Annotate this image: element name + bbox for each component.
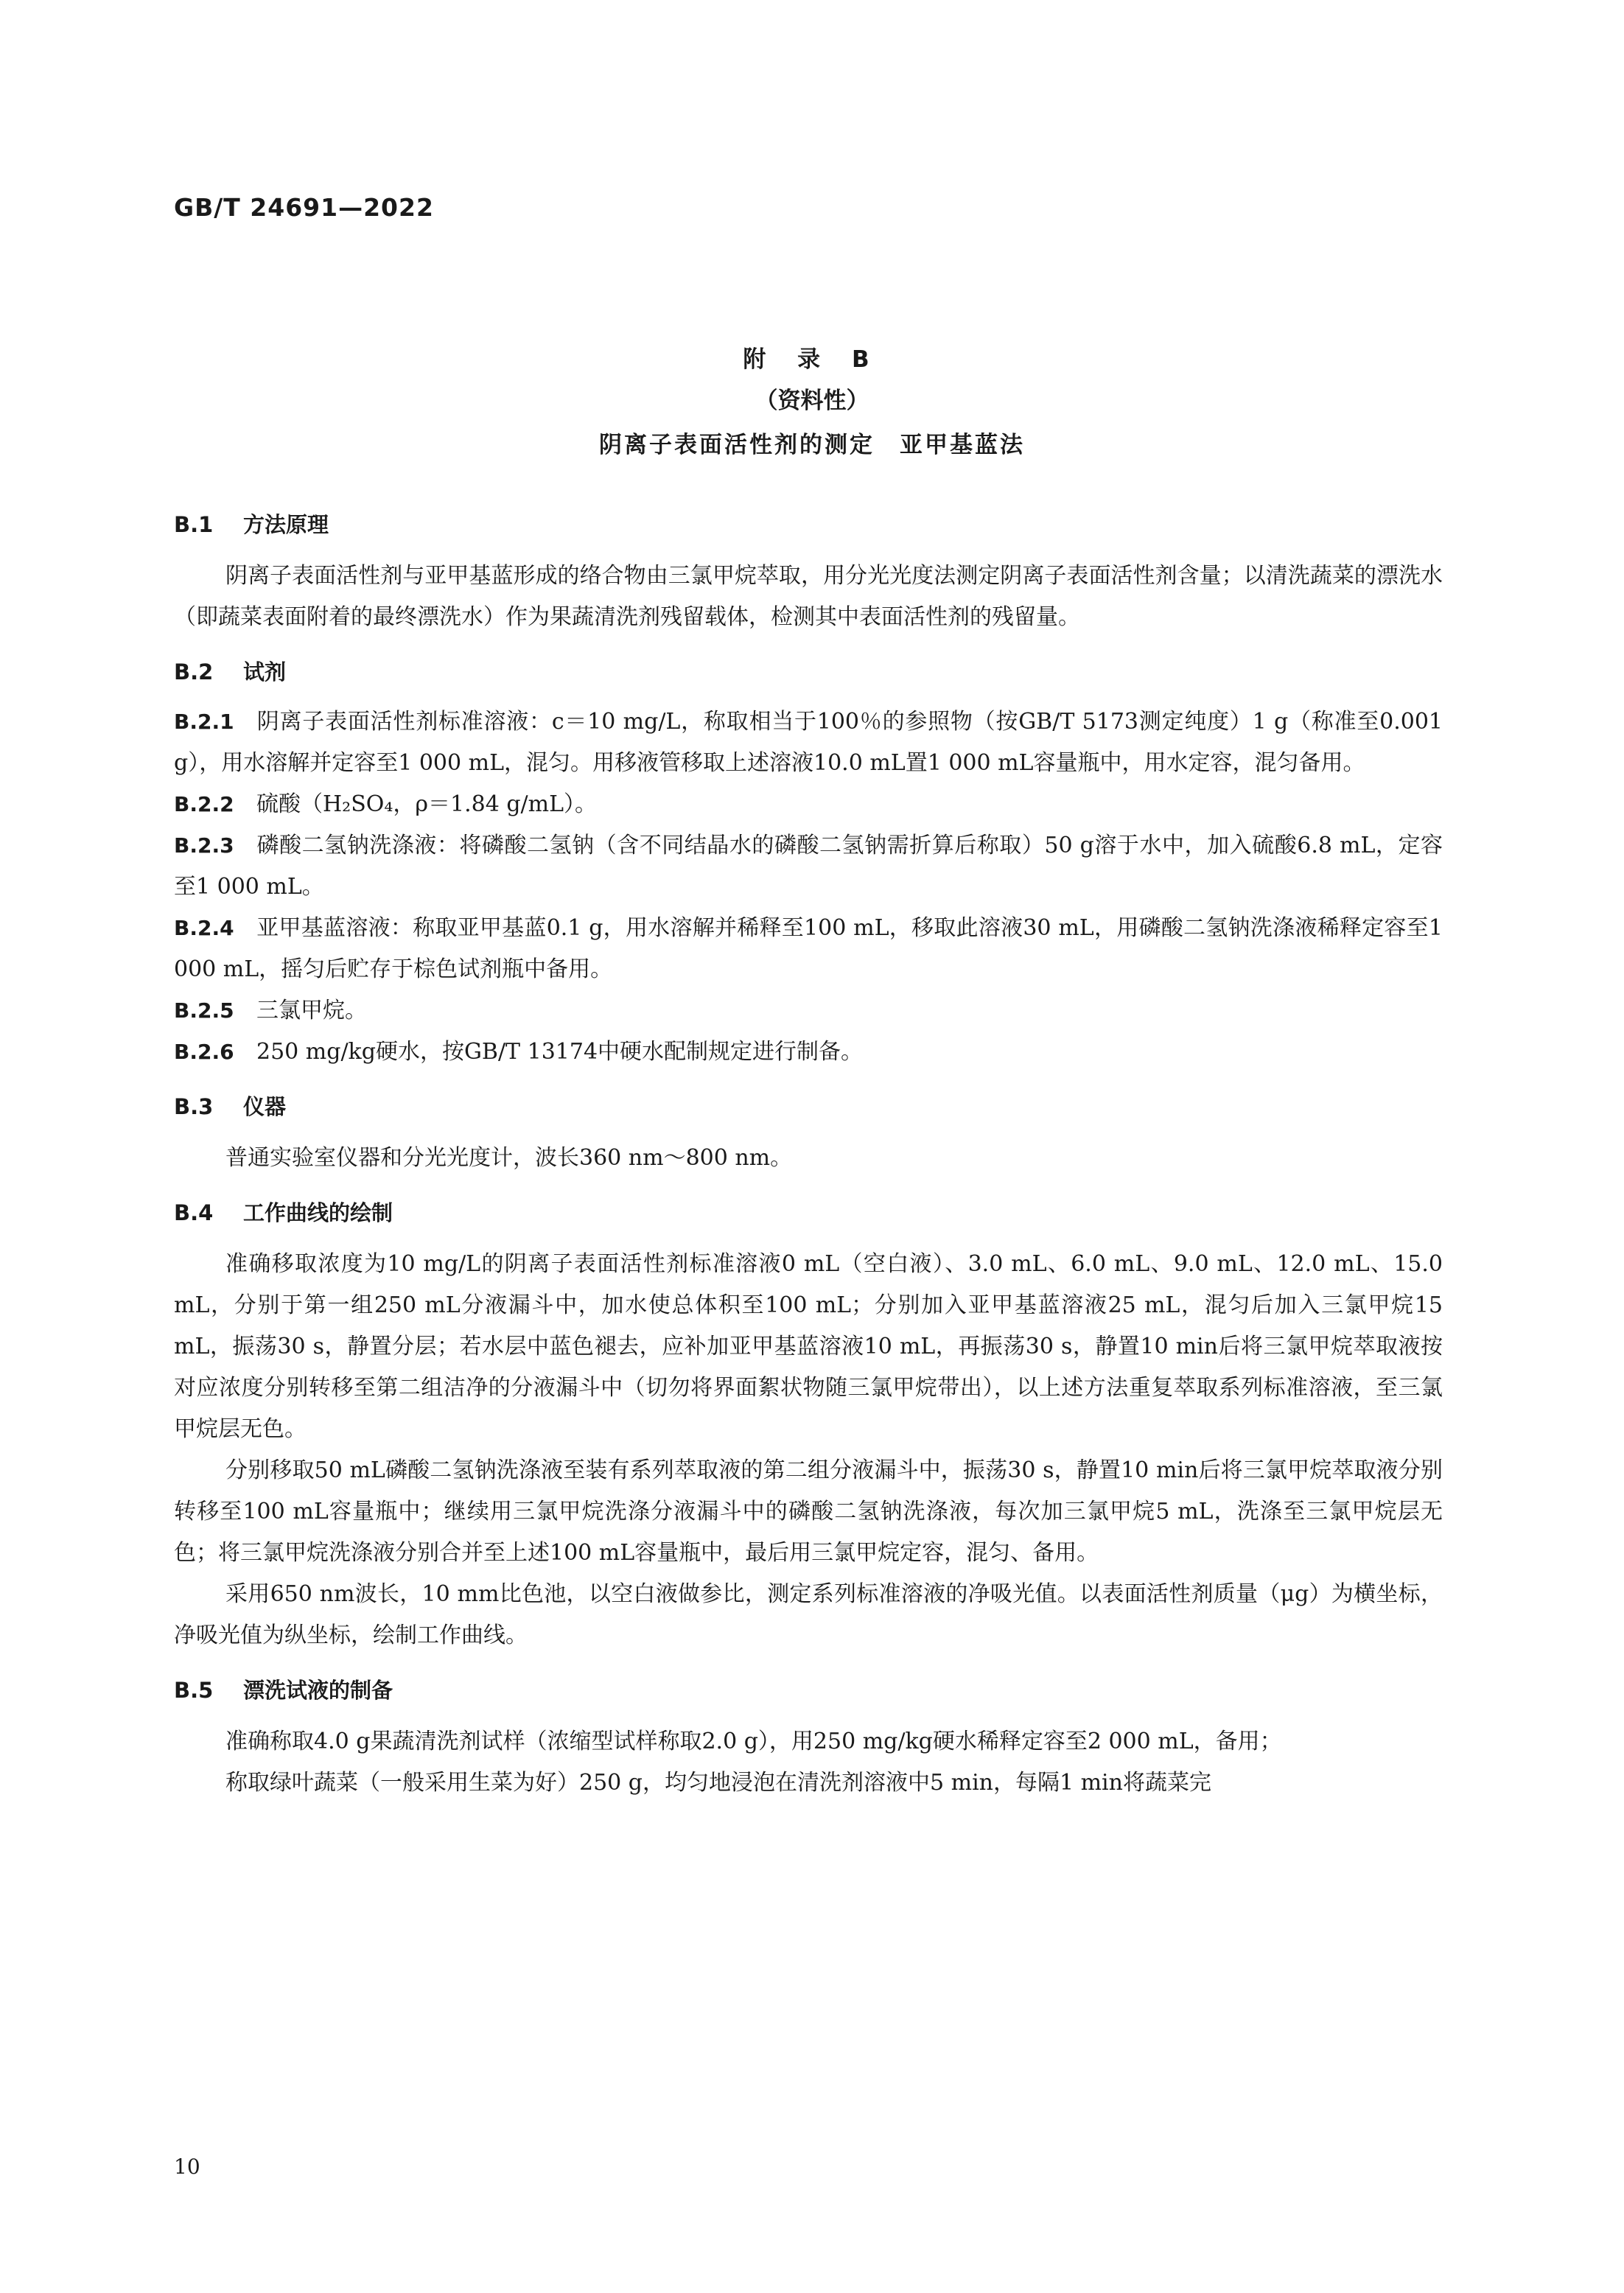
item-text: 磷酸二氢钠洗涤液：将磷酸二氢钠（含不同结晶水的磷酸二氢钠需折算后称取）50 g溶于水中，加入硫酸6.8 mL，定容至1 000 mL。 xyxy=(174,833,1443,900)
annex-title: 阴离子表面活性剂的测定 亚甲基蓝法 xyxy=(599,432,1025,458)
paragraph: 采用650 nm波长，10 mm比色池，以空白液做参比，测定系列标准溶液的净吸光值。以表面活性剂质量（μg）为横坐标，净吸光值为纵坐标，绘制工作曲线。 xyxy=(174,1581,1443,1648)
item-text: 硫酸（H₂SO₄，ρ＝1.84 g/mL）。 xyxy=(256,791,598,817)
item-number: B.2.3 xyxy=(174,833,234,858)
section-number: B.4 xyxy=(174,1200,214,1225)
section-title: 仪器 xyxy=(243,1094,287,1119)
item-text: 250 mg/kg硬水，按GB/T 13174中硬水配制规定进行制备。 xyxy=(256,1039,864,1065)
page-number: 10 xyxy=(174,2154,200,2179)
item-number: B.2.4 xyxy=(174,916,234,940)
paragraph: 称取绿叶蔬菜（一般采用生菜为好）250 g，均匀地浸泡在清洗剂溶液中5 min，每隔1 min将蔬菜完 xyxy=(225,1770,1211,1796)
paragraph: 普通实验室仪器和分光光度计，波长360 nm～800 nm。 xyxy=(225,1145,793,1171)
standard-code: GB/T 24691—2022 xyxy=(174,193,434,222)
item-text: 亚甲基蓝溶液：称取亚甲基蓝0.1 g，用水溶解并稀释至100 mL，移取此溶液30 mL，用磷酸二氢钠洗涤液稀释定容至1 000 mL，摇匀后贮存于棕色试剂瓶中备用。 xyxy=(174,915,1443,982)
section-title: 试剂 xyxy=(243,659,287,685)
section-number: B.1 xyxy=(174,512,214,537)
reagent-item xyxy=(174,908,1443,990)
reagent-item xyxy=(174,701,1443,784)
reagent-item xyxy=(174,784,1443,825)
item-text: 三氯甲烷。 xyxy=(256,998,367,1023)
section-heading-b1 xyxy=(174,508,1443,541)
section-heading-b2 xyxy=(174,656,1443,688)
annex-label: 附 录 B xyxy=(743,346,881,373)
item-number: B.2.6 xyxy=(174,1040,234,1064)
paragraph: 准确称取4.0 g果蔬清洗剂试样（浓缩型试样称取2.0 g），用250 mg/kg硬水稀释定容至2 000 mL，备用； xyxy=(225,1729,1282,1754)
item-text: 阴离子表面活性剂标准溶液：c＝10 mg/L，称取相当于100％的参照物（按GB/T 5173测定纯度）1 g（称准至0.001 g），用水溶解并定容至1 000 mL，混匀。用移液管移取上述溶液10.0 mL置1 000 mL容量瓶中，用水定容，混匀备用。 xyxy=(174,709,1443,776)
section-title: 工作曲线的绘制 xyxy=(243,1200,393,1225)
annex-type: （资料性） xyxy=(755,388,869,414)
section-number: B.2 xyxy=(174,659,214,685)
item-number: B.2.2 xyxy=(174,792,234,816)
paragraph: 阴离子表面活性剂与亚甲基蓝形成的络合物由三氯甲烷萃取，用分光光度法测定阴离子表面活性剂含量；以清洗蔬菜的漂洗水（即蔬菜表面附着的最终漂洗水）作为果蔬清洗剂残留载体，检测其中表面活性剂的残留量。 xyxy=(174,563,1443,630)
section-heading-b5 xyxy=(174,1674,1443,1706)
paragraph: 准确移取浓度为10 mg/L的阴离子表面活性剂标准溶液0 mL（空白液）、3.0 mL、6.0 mL、9.0 mL、12.0 mL、15.0 mL，分别于第一组250 mL分液漏斗中，加水使总体积至100 mL；分别加入亚甲基蓝溶液25 mL，混匀后加入三氯甲烷15 mL，振荡30 s，静置分层；若水层中蓝色褪去，应补加亚甲基蓝溶液10 mL，再振荡30 s，静置10 min后将三氯甲烷萃取液按对应浓度分别转移至第二组洁净的分液漏斗中（切勿将界面絮状物随三氯甲烷带出），以上述方法重复萃取系列标准溶液，至三氯甲烷层无色。 xyxy=(174,1251,1443,1442)
paragraph: 分别移取50 mL磷酸二氢钠洗涤液至装有系列萃取液的第二组分液漏斗中，振荡30 s，静置10 min后将三氯甲烷萃取液分别转移至100 mL容量瓶中；继续用三氯甲烷洗涤分液漏斗中的磷酸二氢钠洗涤液，每次加三氯甲烷5 mL，洗涤至三氯甲烷层无色；将三氯甲烷洗涤液分别合并至上述100 mL容量瓶中，最后用三氯甲烷定容，混匀、备用。 xyxy=(174,1457,1443,1566)
item-number: B.2.5 xyxy=(174,998,234,1023)
reagent-item xyxy=(174,1032,1443,1073)
reagent-item xyxy=(174,990,1443,1032)
section-number: B.3 xyxy=(174,1094,214,1119)
reagent-item xyxy=(174,825,1443,908)
section-number: B.5 xyxy=(174,1678,214,1703)
section-title: 方法原理 xyxy=(243,512,329,537)
section-heading-b3 xyxy=(174,1091,1443,1123)
item-number: B.2.1 xyxy=(174,710,234,734)
section-heading-b4 xyxy=(174,1197,1443,1229)
document-body xyxy=(174,508,1443,1804)
section-title: 漂洗试液的制备 xyxy=(243,1678,393,1703)
